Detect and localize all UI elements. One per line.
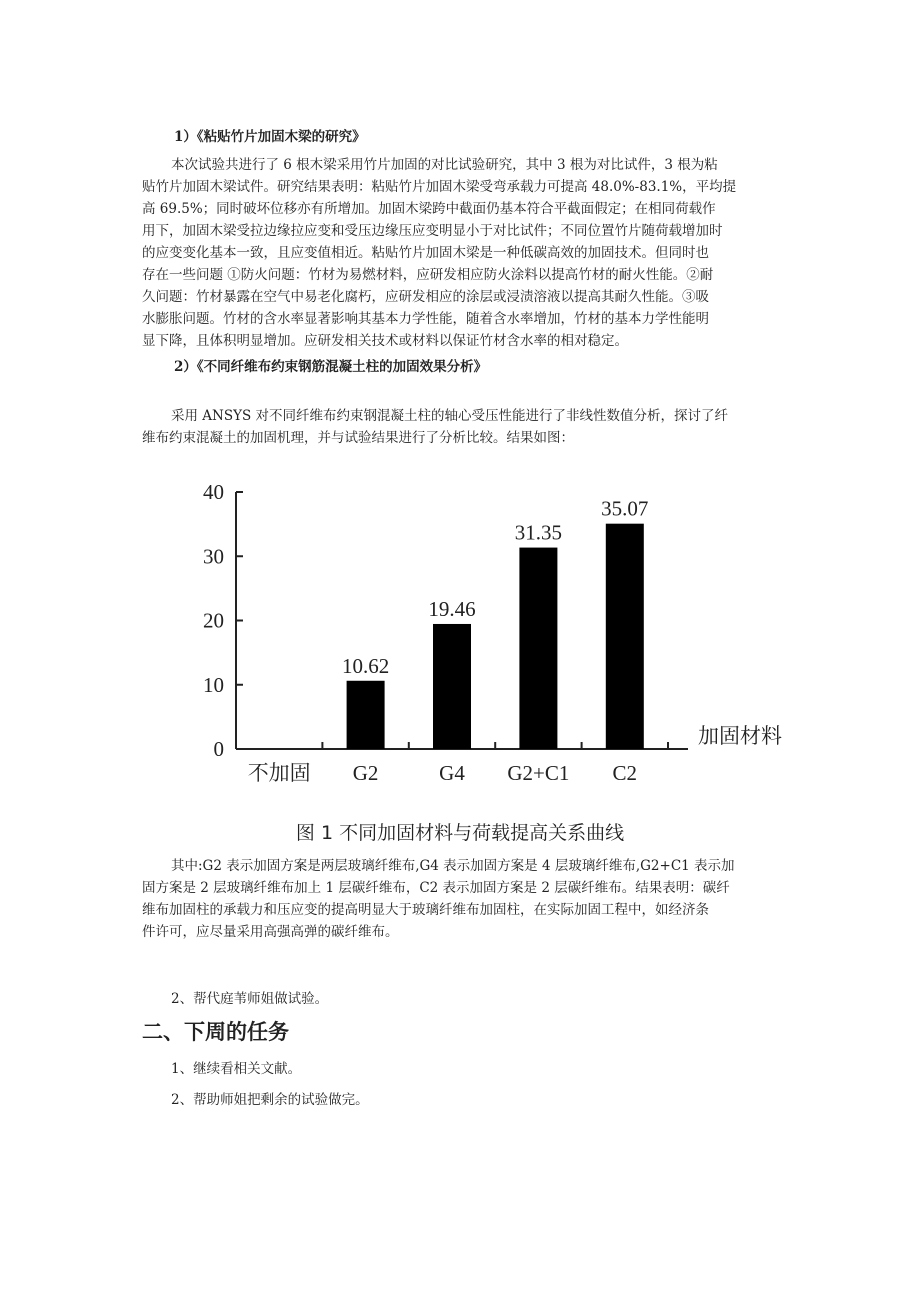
paragraph-line: 固方案是 2 层玻璃纤维布加上 1 层碳纤维布，C2 表示加固方案是 2 层碳纤维布。结果表明：碳纤	[142, 880, 730, 896]
data-label: 31.35	[514, 520, 563, 545]
data-label: 19.46	[428, 596, 476, 621]
paragraph-line: 采用 ANSYS 对不同纤维布约束钢混凝土柱的轴心受压性能进行了非线性数值分析，探讨了纤	[171, 408, 729, 424]
section-1-paragraph	[142, 154, 784, 352]
y-tick-label: 40	[203, 480, 224, 504]
bar	[519, 548, 557, 749]
paragraph-line: 件许可，应尽量采用高强高弹的碳纤维布。	[142, 924, 399, 940]
x-tick-label: G2	[352, 761, 379, 785]
x-axis-label: 加固材料	[698, 724, 782, 748]
section-3-paragraph	[142, 855, 784, 943]
chart-bars	[347, 524, 644, 749]
paragraph-line: 存在一些问题 ①防火问题：竹材为易燃材料，应研发相应防火涂料以提高竹材的耐火性能。②耐	[142, 267, 714, 283]
x-tick-label: G2+C1	[507, 761, 570, 785]
paragraph-line: 本次试验共进行了 6 根木梁采用竹片加固的对比试验研究，其中 3 根为对比试件，3 根为粘	[171, 157, 718, 173]
bar-chart	[178, 476, 798, 808]
section-2-heading: 2）《不同纤维布约束钢筋混凝土柱的加固效果分析》	[174, 359, 488, 375]
paragraph-line: 久问题：竹材暴露在空气中易老化腐朽，应研发相应的涂层或浸渍溶液以提高其耐久性能。③吸	[142, 289, 709, 305]
y-tick-label: 30	[203, 544, 224, 569]
list-item: 1、继续看相关文献。	[171, 1061, 302, 1077]
paragraph-line: 维布约束混凝土的加固机理，并与试验结果进行了分析比较。结果如图：	[142, 430, 574, 446]
list-item: 2、帮助师姐把剩余的试验做完。	[171, 1092, 369, 1108]
data-label: 10.62	[341, 653, 390, 678]
paragraph-line: 显下降，且体积明显增加。应研发相关技术或材料以保证竹材含水率的相对稳定。	[142, 333, 628, 349]
y-tick-label: 10	[203, 672, 224, 697]
x-tick-label: G4	[439, 761, 465, 785]
bar	[606, 524, 644, 749]
paragraph-line: 其中:G2 表示加固方案是两层玻璃纤维布,G4 表示加固方案是 4 层玻璃纤维布,G2+C1 表示加	[171, 858, 735, 874]
paragraph-line: 贴竹片加固木梁试件。研究结果表明：粘贴竹片加固木梁受弯承载力可提高 48.0%-83.1%，平均提	[142, 179, 737, 195]
figure-caption: 图 1 不同加固材料与荷载提高关系曲线	[295, 822, 625, 844]
paragraph-line: 的应变变化基本一致，且应变值相近。粘贴竹片加固木梁是一种低碳高效的加固技术。但同时也	[142, 245, 709, 261]
y-tick-label: 20	[203, 608, 224, 633]
chart-labels	[248, 497, 782, 785]
bar	[347, 681, 385, 749]
bar	[433, 624, 471, 749]
section-2-paragraph	[142, 405, 784, 449]
y-tick-label: 0	[213, 737, 224, 761]
section-1-heading: 1）《粘贴竹片加固木梁的研究》	[174, 129, 366, 145]
paragraph-line: 高 69.5%；同时破坏位移亦有所增加。加固木梁跨中截面仍基本符合平截面假定；在相同荷载作	[142, 201, 716, 217]
data-label: 35.07	[601, 496, 649, 521]
paragraph-line: 水膨胀问题。竹材的含水率显著影响其基本力学性能，随着含水率增加，竹材的基本力学性能明	[142, 311, 709, 327]
x-tick-label: 不加固	[247, 761, 311, 785]
paragraph-line: 维布加固柱的承载力和压应变的提高明显大于玻璃纤维布加固柱，在实际加固工程中，如经济条	[142, 902, 709, 918]
list-item: 2、帮代庭苇师姐做试验。	[171, 991, 329, 1007]
paragraph-line: 用下，加固木梁受拉边缘拉应变和受压边缘压应变明显小于对比试件；不同位置竹片随荷载增加时	[142, 223, 723, 239]
x-tick-label: C2	[612, 761, 638, 785]
section-heading: 二、下周的任务	[142, 1020, 289, 1044]
